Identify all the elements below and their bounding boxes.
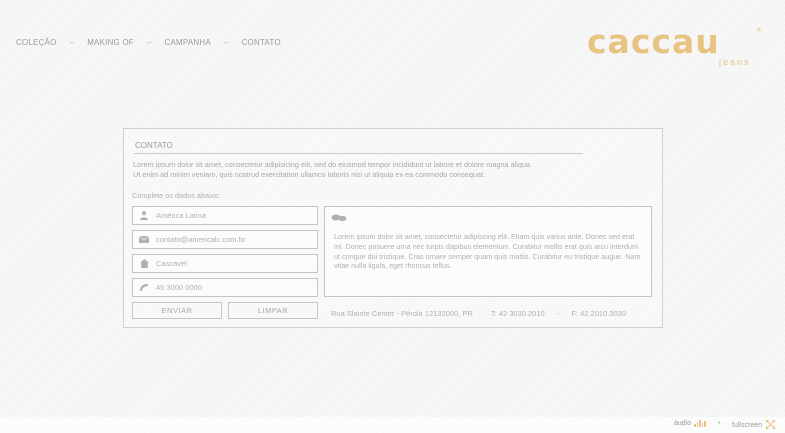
city-field[interactable] bbox=[132, 254, 318, 273]
address-dash: - bbox=[556, 309, 560, 318]
message-text: Lorem ipsum dolor sit amet, consectetur adipiscing elit. Etiam quis varius ante. Donec sed erat mi. Donec posuere urna nec turpis dapibus elementum. Curabitur mollis erat quis arcu interdum ut congue dui tristique. Cras ornare semper quam quis mattis. Curabitur eu tristique augue. Nam vitae nulla ligula, eget rhoncus tellus. bbox=[334, 232, 641, 271]
audio-label: áudio bbox=[674, 420, 692, 427]
email-field[interactable] bbox=[132, 230, 318, 249]
user-icon bbox=[138, 210, 150, 222]
name-input[interactable] bbox=[156, 211, 316, 220]
message-textarea[interactable] bbox=[324, 206, 652, 297]
nav-item-colecao[interactable]: COLEÇÃO bbox=[16, 38, 57, 47]
main-nav bbox=[16, 38, 281, 47]
fullscreen-label: fullscreen bbox=[732, 422, 762, 429]
brand-logo[interactable] bbox=[587, 24, 767, 70]
footer-separator: • bbox=[718, 420, 721, 427]
title-divider bbox=[134, 153, 583, 154]
footer-bar bbox=[0, 417, 785, 433]
panel-title: CONTATO bbox=[135, 141, 173, 150]
phone-icon bbox=[138, 282, 150, 294]
logo-word: caccau bbox=[587, 22, 720, 61]
city-input[interactable] bbox=[156, 259, 316, 268]
logo-registered-mark: ® bbox=[757, 28, 762, 34]
fullscreen-icon bbox=[766, 420, 775, 431]
nav-separator: – bbox=[223, 38, 229, 47]
nav-item-campanha[interactable]: CAMPANHA bbox=[164, 38, 211, 47]
intro-line-2: Ut enim ad minim veniam, quis nostrud exercitation ullamco laboris nisi ut aliquip ex ea commodo consequat. bbox=[133, 170, 486, 179]
speech-bubble-icon bbox=[331, 214, 347, 224]
address-street: Rua Slainte Center - Pérola 12132000, PR bbox=[331, 309, 473, 318]
envelope-icon bbox=[138, 234, 150, 246]
logo-subtitle: jeans bbox=[719, 57, 751, 67]
send-button[interactable]: ENVIAR bbox=[132, 302, 222, 319]
form-instructions: Complete os dados abaixo: bbox=[132, 191, 221, 200]
address-line bbox=[331, 309, 626, 318]
clear-button[interactable]: LIMPAR bbox=[228, 302, 318, 319]
address-fax: F: 42 2010.3030 bbox=[571, 309, 626, 318]
contact-panel bbox=[123, 128, 663, 328]
nav-item-making-of[interactable]: MAKING OF bbox=[87, 38, 134, 47]
intro-text bbox=[133, 160, 532, 180]
fullscreen-toggle[interactable] bbox=[732, 420, 775, 431]
nav-item-contato[interactable]: CONTATO bbox=[241, 38, 281, 47]
intro-line-1: Lorem ipsum dolor sit amet, consectetur adipisicing elit, sed do eiusmod tempor incididunt ut labore et dolore magna aliqua. bbox=[133, 160, 533, 169]
phone-input[interactable] bbox=[156, 283, 316, 292]
audio-toggle[interactable] bbox=[674, 420, 706, 427]
address-phone: T: 42 3030.2010 bbox=[490, 309, 545, 318]
nav-separator: – bbox=[69, 38, 75, 47]
audio-bars-icon bbox=[694, 420, 706, 427]
name-field[interactable] bbox=[132, 206, 318, 225]
email-input[interactable] bbox=[156, 235, 316, 244]
nav-separator: – bbox=[146, 38, 152, 47]
phone-field[interactable] bbox=[132, 278, 318, 297]
home-icon bbox=[138, 258, 150, 270]
